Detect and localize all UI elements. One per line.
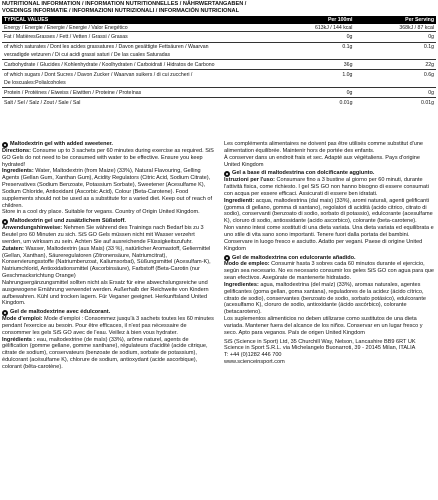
nutrient-label: De loscuales:Polialcoholes bbox=[4, 80, 66, 87]
fr-ingredients: eau, maltodextrine (de maïs) (33%), arôme naturel, agents de gélification (gomme gellane, gomme xanthane), régulateurs d'acidité (acide citrique, citrate de sodium), conservateurs (benzoate de sodium, sorbate de potassium), édulcorant (acésulfame K), chlorure de sodium, antioxydant (acide ascorbique), colorant (bêta-carotène). bbox=[2, 336, 208, 370]
section-fr-cont bbox=[224, 141, 436, 168]
address-uk: SiS (Science in Sport) Ltd, 35 Churchill Way, Nelson, Lancashire BB9 6RT UK bbox=[224, 338, 416, 345]
nutrient-label: Fat / MatièresGrasses / Fett / Vetten / Grassi / Grasas bbox=[2, 32, 275, 42]
per-serving-value bbox=[354, 52, 436, 60]
nutrient-label: Energy / Energie / Energie / Energie / Valor Enegético bbox=[4, 24, 128, 31]
section-it bbox=[224, 170, 436, 252]
bullet-icon bbox=[2, 219, 8, 225]
it-title: Gel a base di maltodestrina con dolcificante aggiunto. bbox=[232, 170, 375, 177]
it-ingredients: acqua, maltodestrina (dal mais) (33%), aromi naturali, agenti gelificanti (gomma di gellano, gomma di xantano), regolatori di acidità (acido citrico, citrato di sodio), conservanti (benzoato di sodio, sorbato di potassio), edulcorante (acesulfame K), cloruro di sodio, antiossidante (acido ascorbico), colorante (beta-carotene). bbox=[224, 197, 433, 225]
per-100ml-value: 0g bbox=[275, 87, 355, 97]
per-serving-value: 0.6g bbox=[354, 70, 436, 80]
bullet-icon bbox=[224, 255, 230, 261]
nutrition-row bbox=[2, 98, 436, 108]
it-note: Non vanno intesi come sostituti di una dieta variata. Una dieta variata ed equilibrata e uno stile di vita sano sono importanti. Tenere fuori dalla portata dei bambini. bbox=[224, 225, 434, 238]
fr-mode: Mode d'emploi : Consommez jusqu'à 3 sachets toutes les 60 minutes pendant l'exercice au besoin. Pour être efficaces, il n'est pas nécessaire de consommer les gels SiS GO avec de l'eau. Veillez à bien vous hydrater. bbox=[2, 316, 214, 336]
section-de bbox=[2, 218, 214, 307]
fr-title: Gel de maltodextrine avec édulcorant. bbox=[10, 309, 111, 316]
nutrition-row bbox=[2, 87, 436, 97]
it-store: Conservare in luogo fresco e asciutto. Adatto per vegani. Paese di origine United Kingdom bbox=[224, 238, 423, 252]
nutrition-row bbox=[2, 60, 436, 70]
per-serving-value: 22g bbox=[354, 60, 436, 70]
fr-mode-label: Mode d'emploi: bbox=[2, 316, 43, 323]
en-title: Maltodextrin gel with added sweetener. bbox=[10, 141, 113, 147]
nutrition-table bbox=[2, 16, 436, 107]
per-100ml-value: 0.1g bbox=[275, 42, 355, 52]
section-es bbox=[224, 255, 436, 337]
fr-store: À conserver dans un endroit frais et sec. Adapté aux végétaliens. Pays d'origine United Kingdom bbox=[224, 154, 420, 168]
nutrition-row bbox=[2, 24, 436, 32]
table-header-row bbox=[2, 16, 436, 24]
text-column-right bbox=[224, 141, 436, 368]
es-ingredients-label: Ingredientes: bbox=[224, 281, 259, 288]
en-store: Store in a cool dry place. Suitable for vegans. Country of Origin United Kingdom. bbox=[2, 209, 200, 216]
nutrition-row bbox=[2, 52, 436, 60]
per-serving-value bbox=[354, 80, 436, 88]
es-title: Gel de maltodextrina con edulcorante añadido. bbox=[232, 254, 356, 261]
per-100ml-header: Per 100ml bbox=[275, 16, 355, 24]
manufacturer-info bbox=[224, 339, 436, 366]
fr-ingredients-label: Ingrédients : bbox=[2, 336, 36, 343]
en-ingredients-label: Ingredients: bbox=[2, 168, 34, 175]
nutrition-row bbox=[2, 32, 436, 42]
per-serving-header: Per Serving bbox=[354, 16, 436, 24]
bullet-icon bbox=[224, 171, 230, 177]
section-fr bbox=[2, 309, 214, 371]
de-ingredients: Wasser, Maltodextrin (aus Mais) (33 %), natürlicher Aromastoff, Geliermittel (Gellan, Xanthan), Säureregulatoren (Zitronensäure, Natriumcitrat), Konservierungsstoffe (Natriumbenzoat, Kaliumsorbat), Süßungsmittel (Acesulfam-K), Natriumchlorid, Antioxidationsmittel (Ascorbinsäure), Farbstoff (Beta-Carotin (nur Geschmacksrichtung Orange) bbox=[2, 245, 211, 280]
it-directions: Consumare fino a 3 bustine al giorno per 60 minuti, durante l'attività fisica, come richiesto. I gel SiS GO non hanno bisogno di essere consumati con acqua per essere efficaci. Assicurati di essere ben idratati. bbox=[224, 177, 429, 197]
per-serving-value: 0.01g bbox=[354, 98, 436, 108]
nutrition-header bbox=[2, 1, 436, 14]
header-line-2: VOEDINGS INFORMATIE / INFORMAZIONI NUTRIZIONALI / INFORMACIÓN NUTRICIONAL bbox=[2, 7, 239, 14]
per-serving-value: 0g bbox=[354, 32, 436, 42]
nutrient-label: Protein / Protéines / Eiweiss / Eiwitten / Proteine / Proteínas bbox=[2, 87, 275, 97]
fr-note: Les compléments alimentaires ne doivent pas être utilisés comme substitut d'une alimentation équilibrée. Maintenir hors de portée des enfants. bbox=[224, 141, 423, 154]
per-100ml-value: 0.01g bbox=[275, 98, 355, 108]
it-ingredients-label: Ingredienti: bbox=[224, 197, 255, 204]
de-directions-label: Anwendungshinweise: bbox=[2, 225, 63, 232]
de-note: Nahrungsergänzungsmittel sollten nicht als Ersatz für eine abwechslungsreiche und ausgewogene Ernährung verwendet werden. Außerhalb der Reichweite von Kindern aufbewahren. Kühl und trocken lagern. Für Veganer geeignet. Herkunftsland United Kingdom. bbox=[2, 279, 209, 307]
per-100ml-value: 36g bbox=[275, 60, 355, 70]
text-column-left bbox=[2, 141, 214, 373]
es-ingredients: agua, maltodextrina (del maíz) (33%), aromas naturales, agentes gelificantes (goma gellan, goma xantana), reguladores de la acidez (ácido cítrico, citrato de sodio), conservantes (benzoato de sodio, sorbato potásico), edulcorante (acesulfamo K), cloruro de sodio, antioxidante (ácido ascórbico), colorante (betacaroteno). bbox=[224, 281, 426, 316]
es-mode-label: Modo de empleo: bbox=[224, 261, 270, 268]
per-100ml-value: 1.0g bbox=[275, 70, 355, 80]
per-100ml-value bbox=[275, 80, 355, 88]
per-100ml-value bbox=[275, 52, 355, 60]
website-link[interactable]: www.scienceinsport.com bbox=[224, 359, 285, 366]
per-serving-value: 0.1g bbox=[354, 42, 436, 52]
nutrient-label: verzadigde vetzuren / Di cui acidi grassi saturi / De las cuales Saturadas bbox=[4, 52, 171, 59]
de-directions: Nehmen Sie während des Trainings nach Bedarf bis zu 3 Beutel pro 60 Minuten zu sich. SiS GO Gels müssen nicht mit Wasser verzehrt werden, um wirksam zu sein. Achten Sie auf ausreichende Flüssigkeitszufuhr. bbox=[2, 225, 204, 245]
it-directions-label: Istruzioni per l'uso: bbox=[224, 177, 275, 184]
de-title: Maltodextrin gel und zusätzlichem Süßstoff. bbox=[10, 218, 126, 225]
nutrition-row bbox=[2, 80, 436, 88]
per-100ml-value: 613kJ / 144 kcal bbox=[314, 24, 353, 31]
nutrition-row bbox=[2, 42, 436, 52]
per-serving-value: 0g bbox=[354, 87, 436, 97]
address-it: Science in Sport S.R.L. via Michelangelo Buonarroti, 39 - 20145 Milan, ITALIA bbox=[224, 345, 416, 352]
bullet-icon bbox=[2, 142, 8, 148]
per-serving-value: 368kJ / 87 kcal bbox=[399, 24, 434, 31]
nutrient-label: Salt / Sel / Salz / Zout / Sale / Sal bbox=[2, 98, 275, 108]
phone-number: T: +44 (0)1282 446 700 bbox=[224, 352, 282, 359]
per-100ml-value: 0g bbox=[275, 32, 355, 42]
es-note: Los suplementos alimenticios no deben utilizarse como sustitutos de una dieta variada. Mantener fuera del alcance de los niños. Conservar en un lugar fresco y seco. Apto para veganos. País de origen United Kingdom bbox=[224, 316, 423, 336]
nutrient-label: of which sugars / Dont Sucres / Davon Zucker / Waarvan suikers / di cui zuccheri / bbox=[2, 70, 275, 80]
nutrient-label: of which saturates / Dont les acides grassatures / Davon gesättigte Fettsäuren / Waarvan bbox=[2, 42, 275, 52]
de-ingredients-label: Zutaten: bbox=[2, 245, 24, 252]
header-line-1: NUTRITIONAL INFORMATION / INFORMATION NUTRITIONNELLES / NÄHRWERTANGABEN / bbox=[2, 1, 247, 7]
bullet-icon bbox=[2, 310, 8, 316]
section-en bbox=[2, 141, 214, 216]
typical-values-header: TYPICAL VALUES bbox=[2, 16, 275, 24]
nutrient-label: Carbohydrate / Glucides / Kohlenhydrate / Koolhydraten / Carboidrati / Hidratos de Carbono bbox=[2, 60, 275, 70]
nutrition-row bbox=[2, 70, 436, 80]
en-ingredients: Water, Maltodextrin (from Maize) (33%), Natural Flavouring, Gelling Agents (Gellan Gum, Xanthan Gum), Acidity Regulators (Citric Acid, Sodium Citrate), Preservatives (Sodium Benzoate, Potassium Sorbate), Sweetener (Acesulfame K), Sodium Chloride, Antioxidant (Ascorbic Acid), Colour (Beta-Carotene). Food supplements should not be used as a substitute for a varied diet. Keep out of reach of children. bbox=[2, 168, 212, 209]
en-directions-label: Directions: bbox=[2, 147, 31, 154]
en-directions: Consume up to 3 sachets per 60 minutes during exercise as required. SiS GO Gels do not need to be consumed with water to be effective. Ensure you keep hydrated! bbox=[2, 147, 214, 168]
es-mode: Consumir hasta 3 sobres cada 60 minutos durante el ejercicio, según sea necesario. No es necesario consumir los geles SiS GO con agua para que sean efectivos. Asegúrate de mantenerte hidratado. bbox=[224, 261, 434, 282]
